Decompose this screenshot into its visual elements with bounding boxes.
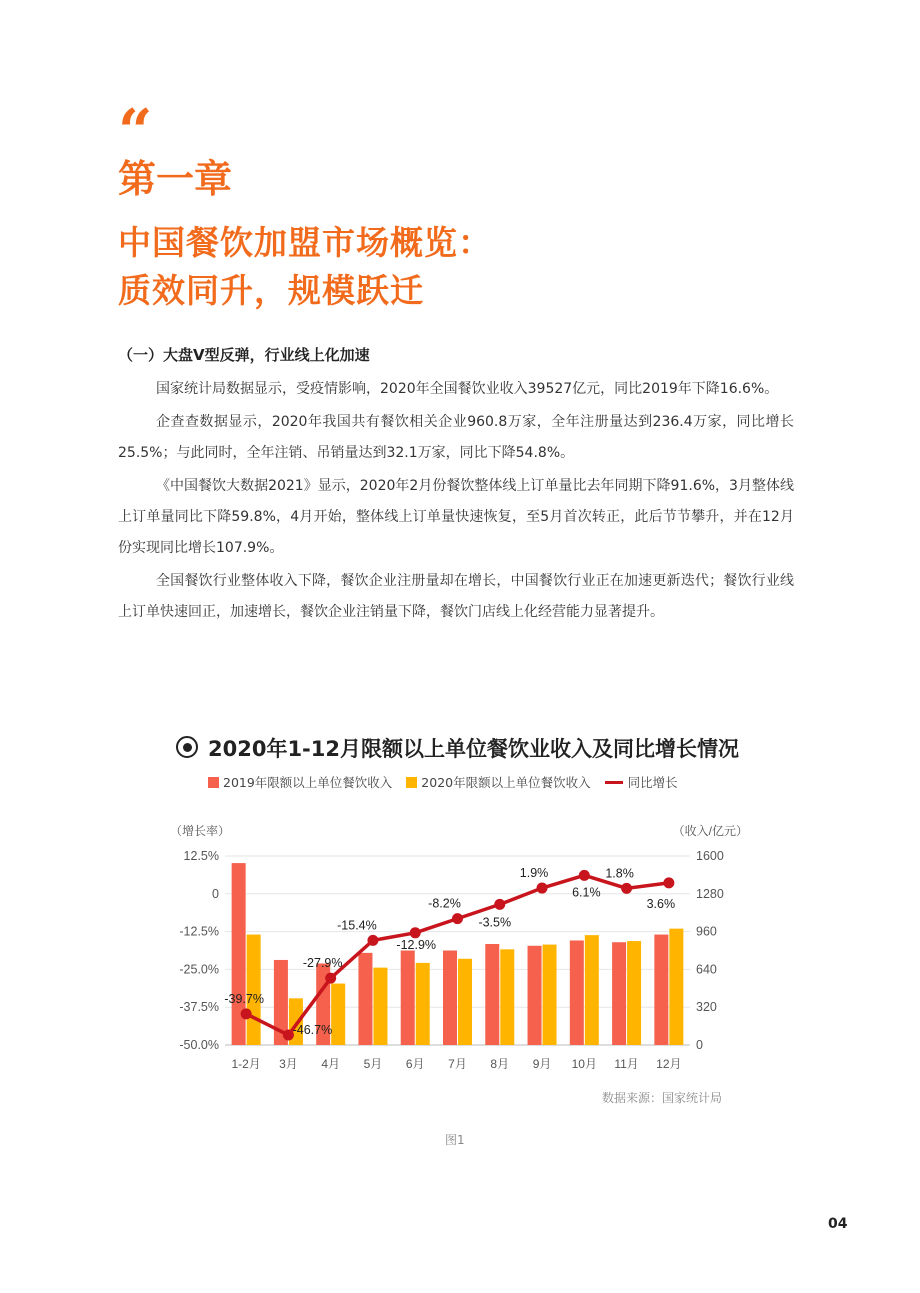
paragraph: 《中国餐饮大数据2021》显示，2020年2月份餐饮整体线上订单量比去年同期下降91.6%，3月整体线上订单量同比下降59.8%，4月开始，整体线上订单量快速恢复，至5月首次转正，此后节节攀升，并在12月份实现同比增长107.9%。 xyxy=(118,478,794,556)
bar-2019 xyxy=(528,946,542,1045)
left-tick-label: -50.0% xyxy=(179,1038,219,1052)
x-tick-label: 4月 xyxy=(321,1057,341,1071)
left-tick-label: -12.5% xyxy=(179,924,219,939)
growth-data-label: -27.9% xyxy=(302,956,343,971)
chart-title-text: 2020年1-12月限额以上单位餐饮业收入及同比增长情况 xyxy=(208,737,739,761)
x-tick-label: 10月 xyxy=(571,1057,597,1071)
growth-point xyxy=(537,883,548,894)
bar-2020 xyxy=(373,968,387,1045)
right-tick-label: 0 xyxy=(696,1038,703,1052)
right-tick-label: 320 xyxy=(696,1000,717,1015)
right-tick-label: 960 xyxy=(696,924,717,939)
growth-point xyxy=(579,870,590,881)
growth-data-label: 1.8% xyxy=(605,866,634,881)
legend-label-2020: 2020年限额以上单位餐饮收入 xyxy=(421,775,591,790)
bar-2020 xyxy=(627,941,641,1045)
legend-label-2019: 2019年限额以上单位餐饮收入 xyxy=(223,775,393,790)
growth-data-label: -3.5% xyxy=(478,915,512,930)
x-tick-label: 1-2月 xyxy=(231,1057,261,1071)
x-tick-label: 8月 xyxy=(490,1057,510,1071)
paragraph: 国家统计局数据显示，受疫情影响，2020年全国餐饮业收入39527亿元，同比2019年下降16.6%。 xyxy=(156,381,779,397)
growth-point xyxy=(241,1008,252,1019)
left-tick-label: 0 xyxy=(212,886,219,901)
bar-2020 xyxy=(669,929,683,1045)
growth-data-label: 3.6% xyxy=(646,896,676,911)
growth-data-label: -39.7% xyxy=(224,991,264,1006)
growth-point xyxy=(494,899,505,910)
x-tick-label: 9月 xyxy=(532,1057,552,1071)
bar-2019 xyxy=(570,940,584,1045)
right-axis-label: （收入/亿元） xyxy=(672,824,748,838)
growth-data-label: -15.4% xyxy=(337,918,377,933)
bar-2020 xyxy=(585,935,599,1045)
bar-2020 xyxy=(500,949,514,1045)
bar-2020 xyxy=(458,959,472,1045)
growth-point xyxy=(325,973,336,984)
quote-mark: “ xyxy=(118,97,153,167)
growth-data-label: -12.9% xyxy=(396,937,437,952)
growth-point xyxy=(410,927,421,938)
right-tick-label: 640 xyxy=(696,962,717,977)
headline-line-1: 中国餐饮加盟市场概览： xyxy=(118,223,492,262)
growth-point xyxy=(663,877,674,888)
bar-2019 xyxy=(654,935,668,1045)
bar-2020 xyxy=(416,963,430,1045)
legend-label-growth: 同比增长 xyxy=(627,775,678,790)
bar-2019 xyxy=(612,942,626,1045)
paragraph: 全国餐饮行业整体收入下降，餐饮企业注册量却在增长，中国餐饮行业正在加速更新迭代；餐饮行业线上订单快速回正，加速增长，餐饮企业注销量下降，餐饮门店线上化经营能力显著提升。 xyxy=(118,573,794,620)
left-tick-label: -37.5% xyxy=(179,1000,219,1015)
x-tick-label: 12月 xyxy=(656,1057,682,1071)
bar-2019 xyxy=(401,951,415,1046)
right-tick-label: 1280 xyxy=(696,886,724,901)
bar-2020 xyxy=(247,935,261,1045)
right-tick-label: 1600 xyxy=(696,849,724,863)
growth-point xyxy=(367,935,378,946)
bar-2020 xyxy=(543,945,557,1045)
bar-2020 xyxy=(331,984,345,1045)
x-tick-label: 7月 xyxy=(448,1057,467,1071)
figure-caption: 图1 xyxy=(445,1133,465,1147)
growth-data-label: 6.1% xyxy=(572,885,601,900)
chapter-label: 第一章 xyxy=(118,157,233,201)
bar-2019 xyxy=(485,944,499,1045)
paragraph: 企查查数据显示，2020年我国共有餐饮相关企业960.8万家，全年注册量达到236.4万家，同比增长25.5%；与此同时，全年注销、吊销量达到32.1万家，同比下降54.8%。 xyxy=(118,414,794,461)
headline-line-2: 质效同升，规模跃迁 xyxy=(118,271,424,310)
bar-2019 xyxy=(358,953,372,1045)
left-tick-label: -25.0% xyxy=(179,962,219,977)
left-axis-label: （增长率） xyxy=(170,824,231,838)
growth-data-label: 1.9% xyxy=(519,866,549,881)
growth-data-label: -46.7% xyxy=(292,1023,333,1038)
growth-point xyxy=(621,883,632,894)
x-tick-label: 5月 xyxy=(363,1057,383,1071)
page-number: 04 xyxy=(828,1216,848,1232)
x-tick-label: 3月 xyxy=(279,1057,298,1071)
growth-data-label: -8.2% xyxy=(428,896,461,911)
x-tick-label: 6月 xyxy=(405,1057,425,1071)
bar-2019 xyxy=(443,951,457,1046)
x-tick-label: 11月 xyxy=(614,1057,639,1071)
section-title: （一）大盘V型反弹，行业线上化加速 xyxy=(118,346,370,364)
growth-point xyxy=(452,913,463,924)
source-note: 数据来源：国家统计局 xyxy=(602,1091,723,1105)
left-tick-label: 12.5% xyxy=(183,849,219,863)
